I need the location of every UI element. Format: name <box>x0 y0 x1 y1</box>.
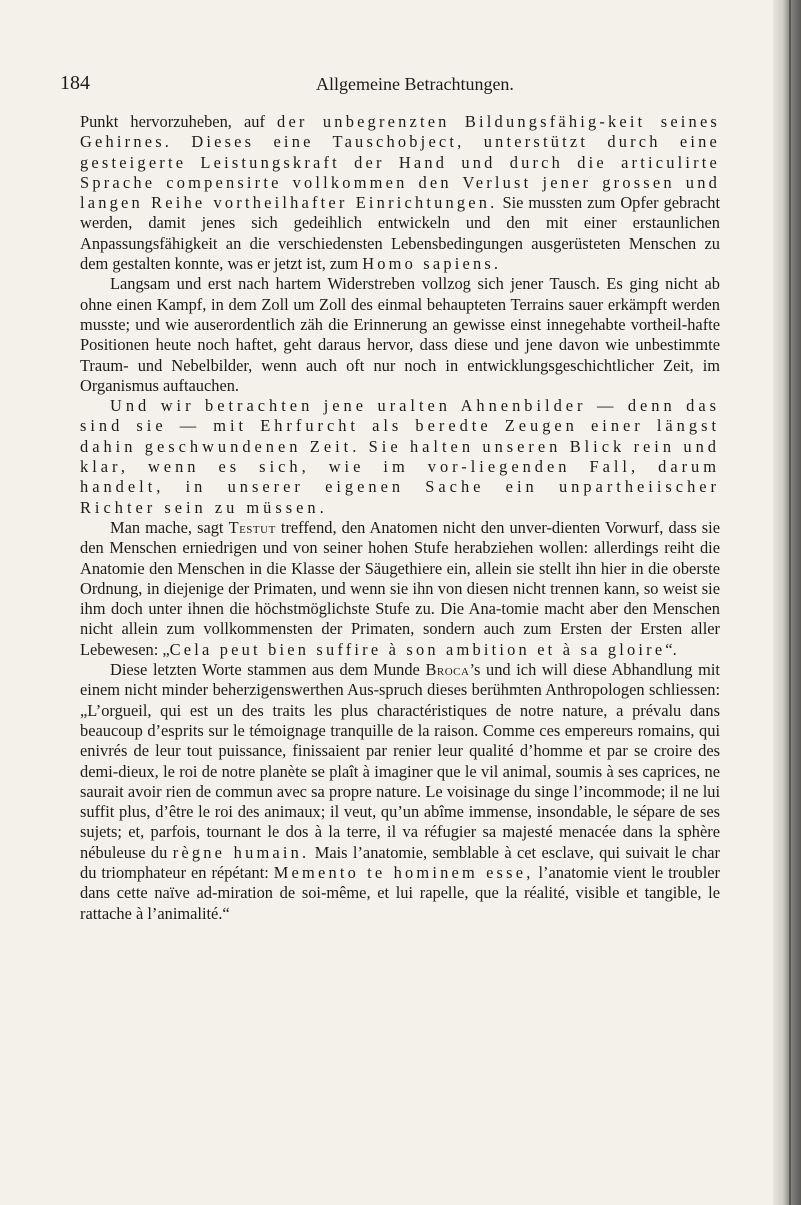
text-run: Punkt hervorzuheben, auf <box>80 112 278 131</box>
spaced-emphasis: Cela peut bien suffire à son ambition et à sa gloire <box>169 639 666 659</box>
text-run: treffend, den Anatomen nicht den unver-dienten Vorwurf, dass sie den Menschen erniedrigen und von seiner hohen Stufe herabziehen wollen: allerdings reiht die Anatomie den Menschen in die Klasse der Säugethiere ein, allein sie stellt ihn hier in die oberste Ordnung, in diejenige der Primaten, und wenn sie ihn von diesen nicht trennen kann, so weist sie ihm doch unter ihnen die höchstmöglichste Stufe zu. Die Ana-tomie macht aber den Menschen nicht allein zum vollkommensten der Primaten, sondern auch zum Ersten der Ersten aller Lebewesen: „ <box>80 517 720 659</box>
small-caps-name: Broca <box>425 660 470 680</box>
small-caps-name: Testut <box>228 517 276 537</box>
paragraph <box>80 518 720 660</box>
paragraph <box>80 396 720 518</box>
spaced-emphasis: règne humain. <box>172 842 310 862</box>
spaced-emphasis: Und wir betrachten jene uralten Ahnenbilder — denn das sind sie — mit Ehrfurcht als beredte Zeugen einer längst dahin geschwundenen Zeit. Sie halten unseren Blick rein und klar, wenn es sich, wie im vor-liegenden Fall, darum handelt, in unserer eigenen Sache ein unpartheiischer Richter sein zu müssen. <box>80 396 720 517</box>
text-run: l’anatomie vient le troubler dans cette naïve ad-miration de soi-même, et lui rapelle, que la réalité, visible et tangible, le rattache à l’animalité.“ <box>80 862 720 923</box>
spaced-emphasis: Memento te hominem esse, <box>273 862 534 882</box>
spaced-emphasis: der unbegrenzten Bildungsfähig-keit seines Gehirnes. Dieses eine Tauschobject, unterstützt durch eine gesteigerte Leistungskraft der Hand und durch die articulirte Sprache compensirte vollkommen den Verlust jener grossen und langen Reihe vortheilhafter Einrichtungen. <box>80 112 721 213</box>
text-run: Langsam und erst nach hartem Widerstreben vollzog sich jener Tausch. Es ging nicht ab ohne einen Kampf, in dem Zoll um Zoll des einmal behaupteten Terrains sauer erkämpft werden musste; und wie auserordentlich zäh die Erinnerung an gewisse einst innegehabte vortheil-hafte Positionen heute noch haftet, geht daraus hervor, dass diese und jene davon wie unbestimmte Traum- und Nebelbilder, wenn auch oft nur noch in entwicklungsgeschichtlicher Zeit, im Organismus auftauchen. <box>80 274 720 395</box>
body-text <box>80 112 720 924</box>
text-run: Sie mussten zum Opfer gebracht werden, damit jenes sich gedeihlich entwickeln und den mit einer erstaunlichen Anpassungsfähigkeit an die verschiedensten Lebensbedingungen ausgerüsteten Menschen zu dem gestalten konnte, was er jetzt ist, zum <box>80 193 720 274</box>
page-edge-line <box>789 0 791 1205</box>
text-run: Man mache, sagt <box>110 517 229 537</box>
text-run: Diese letzten Worte stammen aus dem Munde <box>110 660 426 680</box>
paragraph <box>80 274 720 396</box>
spaced-emphasis: Homo sapiens. <box>362 254 502 274</box>
page-number: 184 <box>60 72 90 94</box>
page-header <box>60 72 740 100</box>
text-run: “. <box>665 639 677 659</box>
running-head: Allgemeine Betrachtungen. <box>316 74 514 94</box>
paragraph <box>80 660 720 924</box>
text-run: ’s und ich will diese Abhandlung mit einem nicht minder beherzigenswerthen Aus-spruch dieses berühmten Anthropologen schliessen: „L’orgueil, qui est un des traits les plus charactéristiques de notre nature, a prévalu dans beaucoup d’esprits sur le témoignage tranquille de la raison. Comme ces empereurs romains, qui enivrés de leur tout puissance, finissaient par renier leur qualité d’homme et par se croire des demi-dieux, le roi de notre planète se plaît à imaginer que le vil animal, soumis à ses caprices, ne saurait avoir rien de commun avec sa propre nature. Le voisinage du singe l’incommode; il ne lui suffit plus, d’être le roi des animaux; il veut, qu’un abîme immense, insondable, le sépare de ses sujets; et, parfois, tournant le dos à la terre, il va réfugier sa majesté menacée dans la sphère nébuleuse du <box>80 660 720 862</box>
text-run: Mais l’anatomie, semblable à cet esclave, qui suivait le char du triomphateur en répétant: <box>80 842 721 882</box>
page-edge-shadow <box>773 0 801 1205</box>
paragraph <box>80 112 720 274</box>
